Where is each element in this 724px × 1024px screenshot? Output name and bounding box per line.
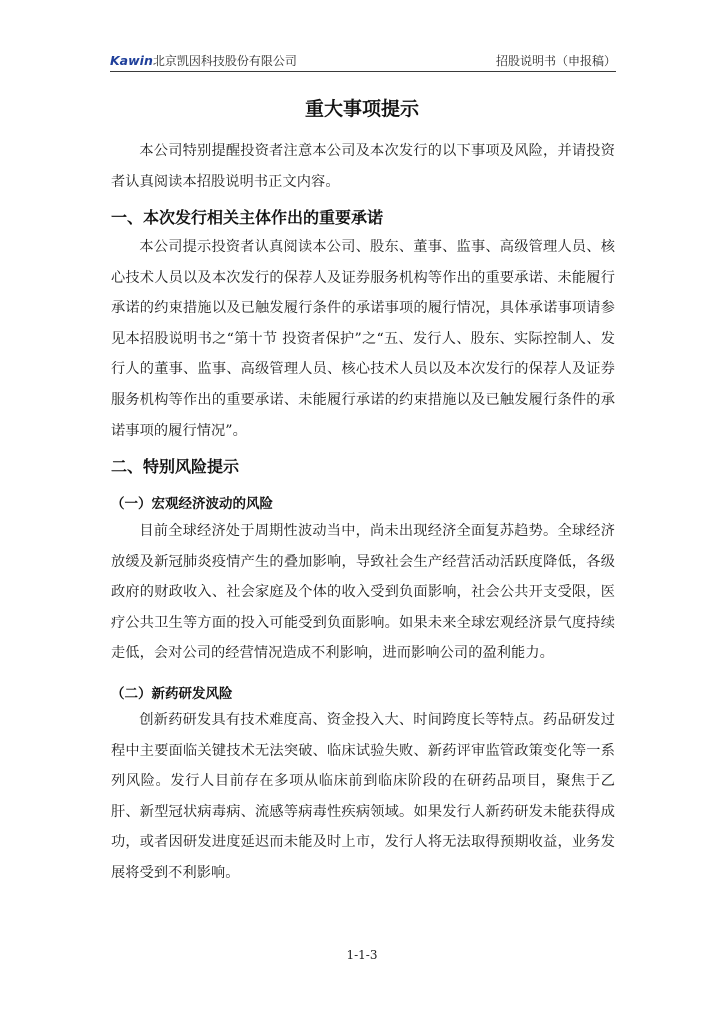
company-name: 北京凯因科技股份有限公司 [152,54,297,68]
header-left [110,52,297,69]
company-logo: Kawin [110,53,153,68]
intro-paragraph: 本公司特别提醒投资者注意本公司及本次发行的以下事项及风险，并请投资者认真阅读本招股说明书正文内容。 [111,143,615,190]
section-heading-commitments: 一、本次发行相关主体作出的重要承诺 [111,208,384,227]
document-type: 招股说明书（申报稿） [495,54,616,68]
page-title: 重大事项提示 [304,98,419,120]
commitments-paragraph: 本公司提示投资者认真阅读本公司、股东、董事、监事、高级管理人员、核心技术人员以及本次发行的保荐人及证券服务机构等作出的重要承诺、未能履行承诺的约束措施以及已触发履行条件的承诺事项的履行情况，具体承诺事项请参见本招股说明书之“第十节 投资者保护”之“五、发行人、股东、实际控制人、发行人的董事、监事、高级管理人员、核心技术人员以及本次发行的保荐人及证券服务机构等作出的重要承诺、未能履行承诺的约束措施以及已触发履行条件的承诺事项的履行情况”。 [111,239,615,439]
macro-risk-paragraph: 目前全球经济处于周期性波动当中，尚未出现经济全面复苏趋势。全球经济放缓及新冠肺炎疫情产生的叠加影响，导致社会生产经营活动活跃度降低，各级政府的财政收入、社会家庭及个体的收入受到负面影响，社会公共开支受限，医疗公共卫生等方面的投入可能受到负面影响。如果未来全球宏观经济景气度持续走低，会对公司的经营情况造成不利影响，进而影响公司的盈利能力。 [111,523,615,662]
page-header [110,50,616,72]
subsection-heading-macro-risk: （一）宏观经济波动的风险 [111,496,273,512]
rd-risk-paragraph: 创新药研发具有技术难度高、资金投入大、时间跨度长等特点。药品研发过程中主要面临关键技术无法突破、临床试验失败、新药评审监管政策变化等一系列风险。发行人目前存在多项从临床前到临床阶段的在研药品项目，聚焦于乙肝、新型冠状病毒病、流感等病毒性疾病领域。如果发行人新药研发未能获得成功，或者因研发进度延迟而未能及时上市，发行人将无法取得预期收益，业务发展将受到不利影响。 [111,712,615,881]
section-heading-risks: 二、特别风险提示 [111,457,240,476]
page-number: 1-1-3 [346,948,378,962]
subsection-heading-rd-risk: （二）新药研发风险 [111,686,233,702]
